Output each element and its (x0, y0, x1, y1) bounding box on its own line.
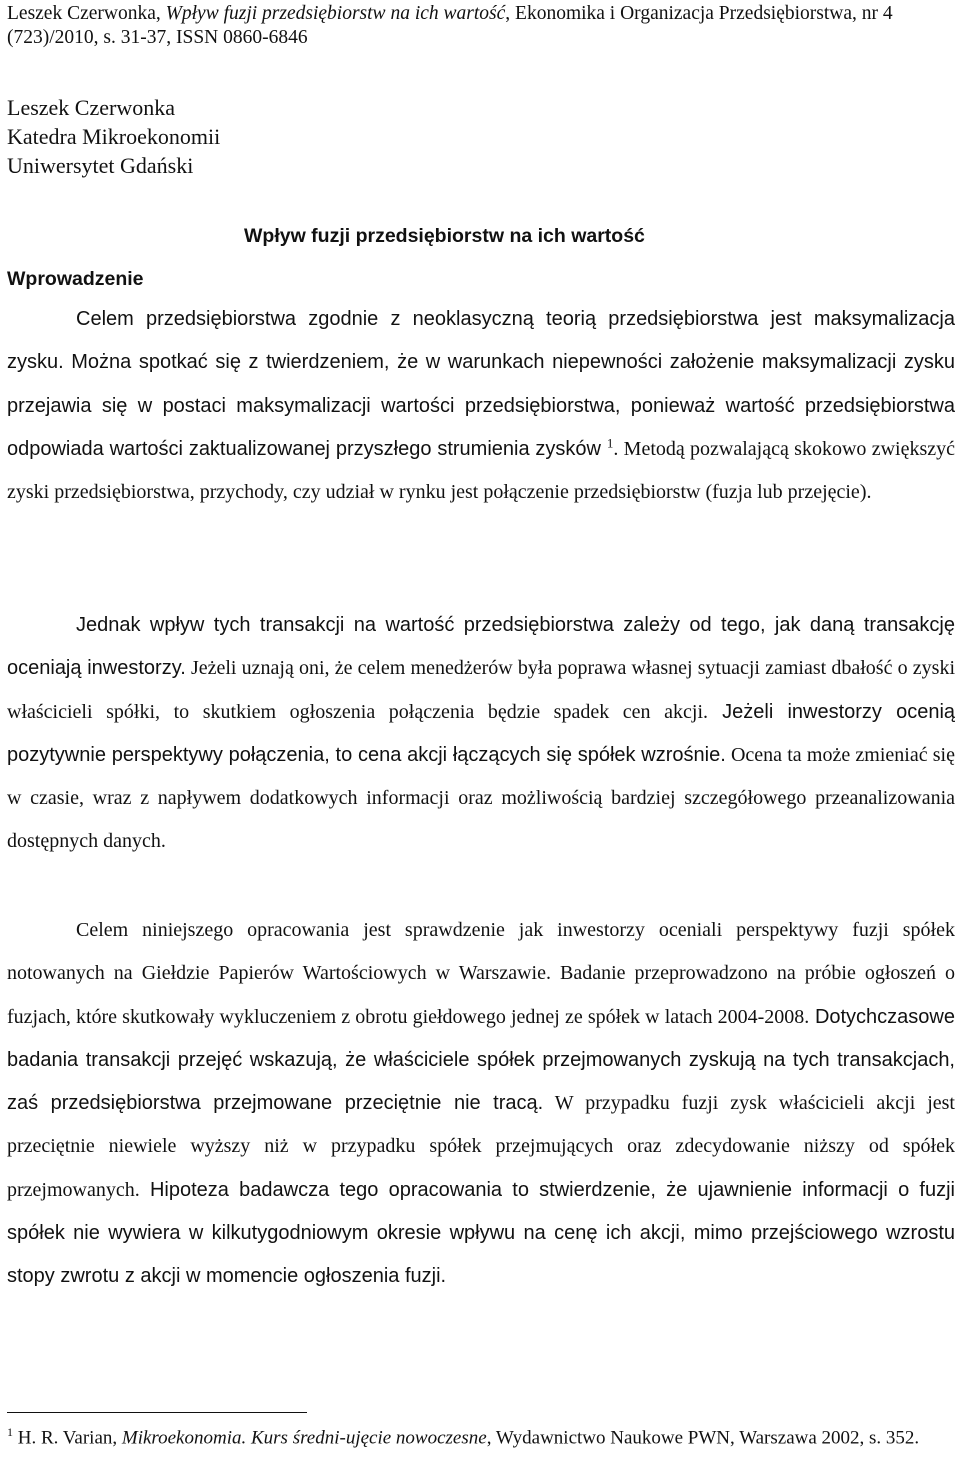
footnote-title: Mikroekonomia. Kurs średni-ujęcie nowoczesne (121, 1427, 487, 1449)
footnote-author: H. R. Varian, (13, 1427, 122, 1449)
author-department: Katedra Mikroekonomii (7, 124, 221, 149)
citation-title: Wpływ fuzji przedsiębiorstw na ich wartość (165, 3, 506, 24)
citation-details: , Ekonomika i Organizacja Przedsiębiorstwa, nr 4 (723)/2010, s. 31-37, ISSN 0860-6846 (7, 3, 893, 48)
author-name: Leszek Czerwonka (7, 95, 175, 120)
paragraph-1-text-a: Celem przedsiębiorstwa zgodnie z neoklasyczną teorią przedsiębiorstwa jest maksymalizacja zysku. Można spotkać się z twierdzeniem, że w warunkach niepewności założenie maksymalizacji zysku przejawia się w postaci maksymalizacji wartości przedsiębiorstwa, ponieważ wartość przedsiębiorstwa odpowiada wartości zaktualizowanej przyszłego strumienia zysków (7, 308, 955, 460)
section-heading: Wprowadzenie (7, 268, 144, 290)
paragraph-2-text-c: Jeżeli inwestorzy ocenią pozytywnie perspektywy połączenia, to cena akcji łączących się spółek wzrośnie. (7, 700, 956, 766)
paragraph-1 (7, 298, 955, 514)
paragraph-3-text-a: Celem niniejszego opracowania jest sprawdzenie jak inwestorzy oceniali perspektywy fuzji spółek notowanych na Giełdzie Papierów Wartościowych w Warszawie. Badanie przeprowadzono na próbie ogłoszeń o fuzjach, które skutkowały wykluczeniem z obrotu giełdowego jednej ze spółek w latach 2004-2008. (7, 919, 955, 1028)
paragraph-2-text-d: Ocena ta może zmieniać się w czasie, wraz z napływem dodatkowych informacji oraz możliwością bardziej szczegółowego przeanalizowania dostępnych danych. (7, 743, 955, 853)
paragraph-2-text-b: Jeżeli uznają oni, że celem menedżerów była poprawa własnej sytuacji zamiast dbałość o zyski właścicieli spółki, to skutkiem ogłoszenia połączenia będzie spadek cen akcji. (7, 657, 955, 723)
paper-title: Wpływ fuzji przedsiębiorstw na ich wartość (244, 225, 645, 247)
paragraph-3-text-b: Dotychczasowe badania transakcji przejęć wskazują, że właściciele spółek przejmowanych zyskują na tych transakcjach, zaś przedsiębiorstwa przejmowane przeciętnie nie tracą. (7, 1005, 955, 1115)
citation-header (7, 2, 947, 50)
author-block (7, 93, 220, 180)
paragraph-2-text-a: Jednak wpływ tych transakcji na wartość przedsiębiorstwa zależy od tego, jak daną transakcję oceniają inwestorzy. (7, 614, 955, 680)
paragraph-3 (7, 909, 955, 1299)
footnote-separator (7, 1412, 307, 1413)
paragraph-3-text-d: Hipoteza badawcza tego opracowania to stwierdzenie, że ujawnienie informacji o fuzji spółek nie wywiera w kilkutygodniowym okresie wpływu na cenę ich akcji, mimo przejściowego wzrostu stopy zwrotu z akcji w momencie ogłoszenia fuzji. (7, 1178, 955, 1288)
paragraph-2 (7, 604, 955, 864)
paragraph-3-text-c: W przypadku fuzji zysk właścicieli akcji jest przeciętnie niewiele wyższy niż w przypadku spółek przejmujących oraz zdecydowanie niższy od spółek przejmowanych. (7, 1092, 955, 1201)
footnote-details: , Wydawnictwo Naukowe PWN, Warszawa 2002, s. 352. (486, 1427, 920, 1449)
paragraph-1-text-b: . Metodą pozwalającą skokowo zwiększyć zyski przedsiębiorstwa, przychody, czy udział w rynku jest połączenie przedsiębiorstw (fuzja lub przejęcie). (7, 437, 955, 504)
footnote-reference: 1 (606, 435, 614, 451)
author-university: Uniwersytet Gdański (7, 153, 194, 178)
citation-text (7, 2, 947, 50)
footnote (7, 1420, 955, 1450)
footnote-number: 1 (7, 1425, 13, 1439)
citation-author: Leszek Czerwonka, (7, 3, 166, 24)
